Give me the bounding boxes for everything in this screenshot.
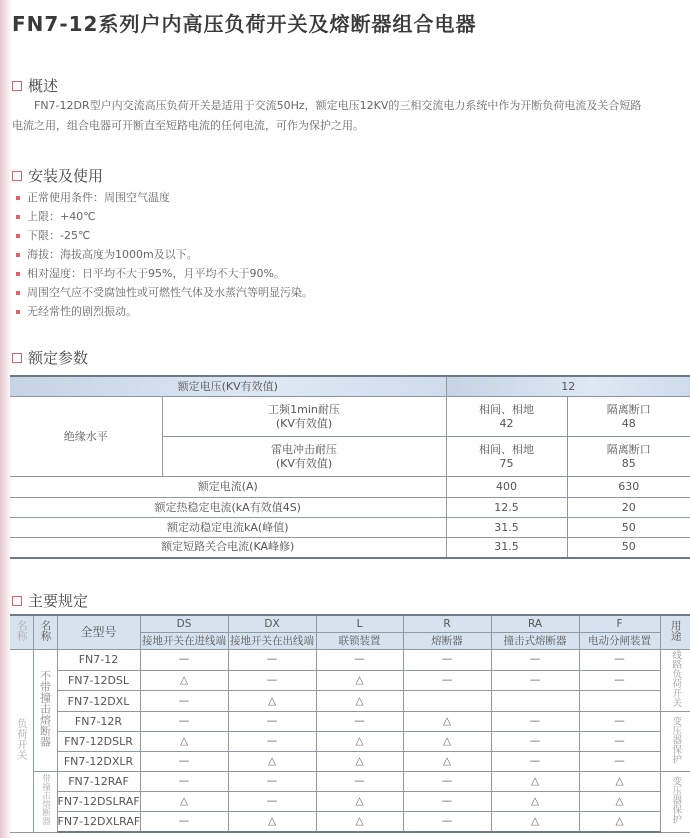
table-cell: [162, 437, 446, 477]
dash-mark: —: [491, 670, 579, 691]
triangle-mark: △: [228, 691, 316, 712]
col-desc: 熔断器: [403, 633, 491, 650]
table-cell: [162, 397, 446, 437]
dash-mark: —: [228, 732, 316, 752]
table-header-row: [10, 376, 690, 397]
dash-mark: —: [316, 772, 403, 792]
col-code: F: [579, 615, 660, 633]
group-b-label: [33, 772, 57, 833]
model-cell: FN7-12DXL: [57, 691, 140, 712]
dash-mark: —: [316, 650, 403, 671]
use-cell: [660, 650, 690, 712]
table-cell: [567, 437, 690, 477]
empty-cell: [403, 691, 491, 712]
section-overview-heading: [12, 75, 58, 96]
model-cell: FN7-12DSLR: [57, 732, 140, 752]
dash-mark: —: [579, 752, 660, 772]
table-row: [10, 812, 690, 833]
empty-cell: [491, 691, 579, 712]
overview-line-1: FN7-12DR型户内交流高压负荷开关是适用于交流50Hz，额定电压12KV的三相交流电力系统中作为开断负荷电流及关合短路: [34, 99, 642, 112]
section-marker-icon: [12, 596, 22, 606]
table-row: [10, 650, 690, 671]
group-a-label: [33, 650, 57, 772]
dash-mark: —: [228, 792, 316, 812]
list-item: [14, 264, 313, 283]
row-label: 额定热稳定电流(kA有效值4S): [10, 498, 446, 518]
triangle-mark: △: [579, 812, 660, 833]
cell-value: 12.5: [446, 498, 567, 518]
model-spec-table: [10, 614, 690, 833]
cell-value: 20: [567, 498, 690, 518]
group-text: 负荷开关: [15, 717, 28, 760]
cell-value: 42: [499, 416, 514, 430]
list-item: [14, 302, 313, 321]
cell-value: 75: [499, 456, 514, 470]
list-item: [14, 188, 313, 207]
section-rated-heading: [12, 347, 88, 368]
col-code: L: [316, 615, 403, 633]
triangle-mark: △: [403, 712, 491, 732]
section-marker-icon: [12, 81, 22, 91]
section-marker-icon: [12, 171, 22, 181]
header-text: 用途: [669, 620, 682, 641]
triangle-mark: △: [316, 752, 403, 772]
dash-mark: —: [491, 732, 579, 752]
table-row: [10, 772, 690, 792]
row-label: 额定动稳定电流kA(峰值): [10, 518, 446, 538]
cell-value: 31.5: [446, 518, 567, 538]
col-desc: 联锁装置: [316, 633, 403, 650]
bullet-icon: [16, 215, 20, 219]
triangle-mark: △: [316, 732, 403, 752]
row-label-unit: (KV有效值): [275, 456, 333, 470]
col-model: 全型号: [57, 615, 140, 650]
model-cell: FN7-12R: [57, 712, 140, 732]
col-code: R: [403, 615, 491, 633]
table-cell: [446, 397, 567, 437]
col-code: RA: [491, 615, 579, 633]
bullet-icon: [16, 272, 20, 276]
dash-mark: —: [140, 712, 228, 732]
use-text: 变压器保护: [670, 715, 682, 764]
dash-mark: —: [228, 670, 316, 691]
triangle-mark: △: [403, 752, 491, 772]
table-row: [10, 670, 690, 691]
table-row: [10, 477, 690, 498]
dash-mark: —: [228, 772, 316, 792]
col-name-outer: [10, 615, 33, 650]
triangle-mark: △: [579, 772, 660, 792]
dash-mark: —: [140, 812, 228, 833]
triangle-mark: △: [491, 812, 579, 833]
dash-mark: —: [140, 772, 228, 792]
row-label: 雷电冲击耐压: [271, 442, 337, 456]
section-install-heading: [12, 165, 103, 186]
dash-mark: —: [140, 691, 228, 712]
model-cell: FN7-12DXLRAF: [57, 812, 140, 833]
row-label: 工频1min耐压: [268, 402, 340, 416]
triangle-mark: △: [403, 732, 491, 752]
cell-value: 31.5: [446, 538, 567, 558]
header-text: 名称: [39, 620, 52, 641]
triangle-mark: △: [228, 752, 316, 772]
table-row: [10, 752, 690, 772]
use-text: 线路负荷开关: [670, 650, 682, 707]
table-row: [10, 518, 690, 538]
spec-heading-text: 主要规定: [28, 592, 89, 610]
install-list: [14, 188, 313, 321]
dash-mark: —: [403, 650, 491, 671]
row-label-unit: (KV有效值): [275, 416, 333, 430]
dash-mark: —: [228, 650, 316, 671]
list-item-text: 上限：+40℃: [27, 210, 96, 223]
cell-value: 50: [567, 538, 690, 558]
triangle-mark: △: [316, 670, 403, 691]
cell-value: 85: [621, 456, 636, 470]
table-row: [10, 712, 690, 732]
rated-voltage-label: 额定电压(KV有效值): [10, 376, 446, 397]
dash-mark: —: [579, 732, 660, 752]
table-row: [10, 397, 690, 437]
col-code: DX: [228, 615, 316, 633]
use-cell: [660, 712, 690, 772]
section-marker-icon: [12, 353, 22, 363]
overview-heading-text: 概述: [28, 77, 59, 95]
col-code: DS: [140, 615, 228, 633]
triangle-mark: △: [316, 691, 403, 712]
dash-mark: —: [228, 712, 316, 732]
section-spec-heading: [12, 590, 88, 611]
group-outer-label: [10, 650, 33, 833]
dash-mark: —: [403, 670, 491, 691]
table-row: [10, 792, 690, 812]
bullet-icon: [16, 291, 20, 295]
dash-mark: —: [403, 772, 491, 792]
dash-mark: —: [579, 650, 660, 671]
group-text: 不带撞击熔断器: [38, 670, 52, 747]
triangle-mark: △: [140, 732, 228, 752]
use-cell: [660, 772, 690, 833]
list-item-text: 无经常性的剧烈振动。: [27, 305, 137, 318]
col-desc: 接地开关在进线端: [140, 633, 228, 650]
install-heading-text: 安装及使用: [28, 167, 104, 185]
group-text: 带撞击熔断器: [40, 774, 51, 826]
cell-label: 相间、相地: [479, 402, 535, 416]
cell-label: 相间、相地: [479, 442, 535, 456]
dash-mark: —: [403, 812, 491, 833]
cell-label: 隔离断口: [606, 402, 651, 416]
table-cell: [446, 437, 567, 477]
cell-label: 隔离断口: [606, 442, 651, 456]
dash-mark: —: [491, 650, 579, 671]
header-text: 名称: [15, 620, 28, 641]
bullet-icon: [16, 253, 20, 257]
triangle-mark: △: [491, 792, 579, 812]
dash-mark: —: [403, 792, 491, 812]
model-cell: FN7-12DSL: [57, 670, 140, 691]
rated-parameters-table: [10, 375, 690, 559]
triangle-mark: △: [228, 812, 316, 833]
table-row: [10, 691, 690, 712]
cell-value: 50: [567, 518, 690, 538]
dash-mark: —: [316, 712, 403, 732]
list-item: [14, 283, 313, 302]
table-header-row: [10, 615, 690, 633]
row-label: 额定短路关合电流(KA峰修): [10, 538, 446, 558]
table-row: [10, 498, 690, 518]
page-title: FN7-12系列户内高压负荷开关及熔断器组合电器: [12, 12, 477, 36]
list-item-text: 下限：-25℃: [27, 229, 91, 242]
model-cell: FN7-12DXLR: [57, 752, 140, 772]
list-item-text: 正常使用条件：周围空气温度: [27, 191, 170, 204]
triangle-mark: △: [140, 670, 228, 691]
col-desc: 接地开关在出线端: [228, 633, 316, 650]
dash-mark: —: [140, 650, 228, 671]
bullet-icon: [16, 310, 20, 314]
list-item-text: 周围空气应不受腐蚀性或可燃性气体及水蒸汽等明显污染。: [27, 286, 313, 299]
col-use: [660, 615, 690, 650]
empty-cell: [579, 691, 660, 712]
list-item: [14, 207, 313, 226]
dash-mark: —: [140, 752, 228, 772]
bullet-icon: [16, 196, 20, 200]
table-row: [10, 538, 690, 558]
bullet-icon: [16, 234, 20, 238]
dash-mark: —: [579, 670, 660, 691]
triangle-mark: △: [316, 792, 403, 812]
list-item-text: 海拔：海拔高度为1000m及以下。: [27, 248, 198, 261]
col-desc: 撞击式熔断器: [491, 633, 579, 650]
dash-mark: —: [579, 712, 660, 732]
model-cell: FN7-12DSLRAF: [57, 792, 140, 812]
table-row: [10, 732, 690, 752]
rated-voltage-value: 12: [446, 376, 690, 397]
overview-paragraph: [12, 96, 682, 136]
triangle-mark: △: [316, 812, 403, 833]
cell-value: 48: [621, 416, 636, 430]
model-cell: FN7-12RAF: [57, 772, 140, 792]
list-item: [14, 245, 313, 264]
row-label: 额定电流(A): [10, 477, 446, 498]
table-cell: [567, 397, 690, 437]
triangle-mark: △: [579, 792, 660, 812]
triangle-mark: △: [491, 772, 579, 792]
list-item: [14, 226, 313, 245]
dash-mark: —: [491, 752, 579, 772]
rated-heading-text: 额定参数: [28, 349, 89, 367]
use-text: 变压器保护: [670, 776, 682, 824]
overview-line-2: 电流之用，组合电器可开断直至短路电流的任何电流，可作为保护之用。: [12, 119, 364, 132]
col-desc: 电动分闸装置: [579, 633, 660, 650]
cell-value: 400: [446, 477, 567, 498]
dash-mark: —: [491, 712, 579, 732]
triangle-mark: △: [140, 792, 228, 812]
model-cell: FN7-12: [57, 650, 140, 671]
insulation-level-label: 绝缘水平: [10, 397, 162, 477]
list-item-text: 相对湿度：日平均不大于95%，月平均不大于90%。: [27, 267, 285, 280]
col-name-inner: [33, 615, 57, 650]
cell-value: 630: [567, 477, 690, 498]
